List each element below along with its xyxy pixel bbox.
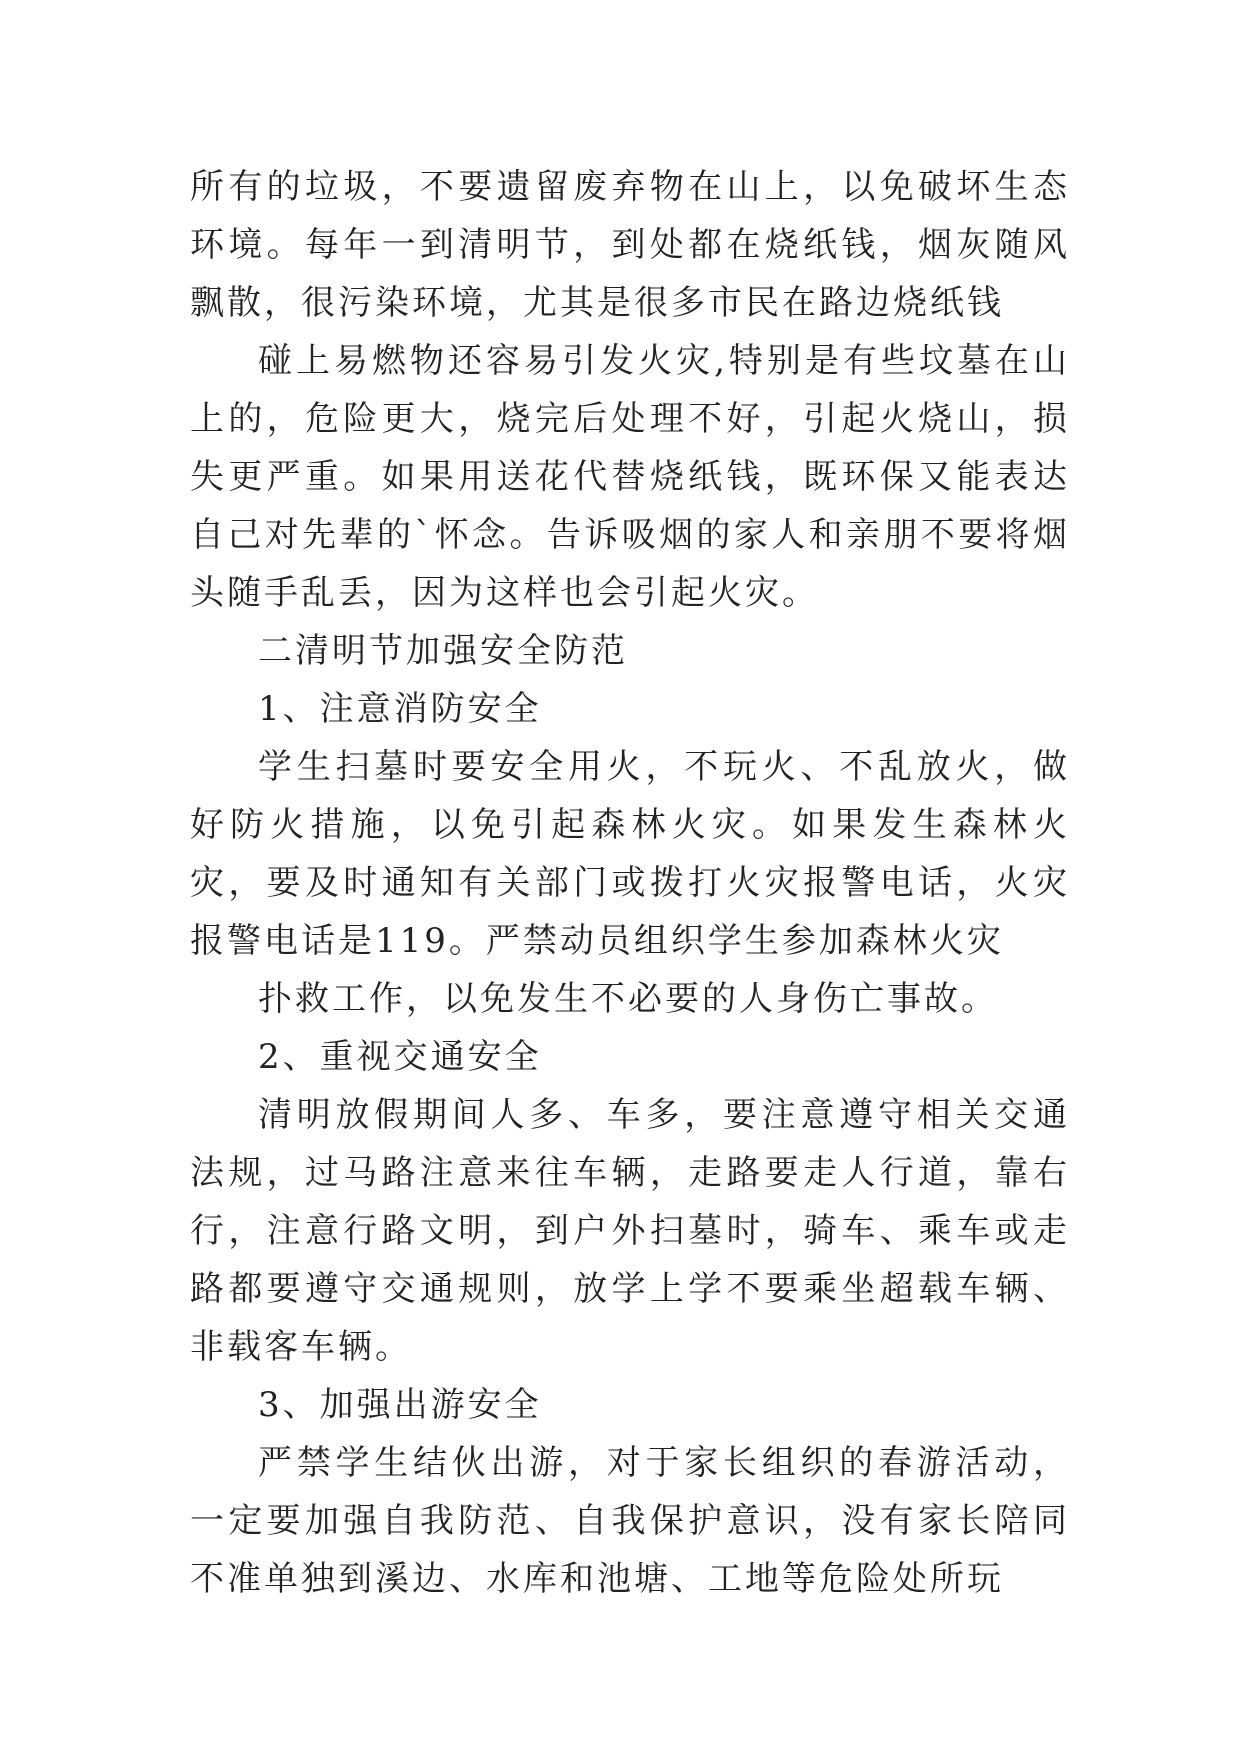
paragraph-fire-safety-cont: 扑救工作，以免发生不必要的人身伤亡事故。	[258, 979, 998, 1019]
paragraph-2: 碰上易燃物还容易引发火灾,特别是有些坟墓在山上的，危险更大，烧完后处理不好，引起火烧山，损失更严重。如果用送花代替烧纸钱，既环保又能表达自己对先辈的`怀念。告诉吸烟的家人和亲朋不要将烟头随手乱丢，因为这样也会引起火灾。	[190, 341, 1070, 613]
subheading-traffic-safety: 2、重视交通安全	[258, 1037, 542, 1077]
section-heading-2: 二清明节加强安全防范	[258, 631, 628, 671]
paragraph-1: 所有的垃圾，不要遗留废弃物在山上，以免破坏生态环境。每年一到清明节，到处都在烧纸钱，烟灰随风飘散，很污染环境，尤其是很多市民在路边烧纸钱	[190, 167, 1070, 323]
paragraph-fire-safety: 学生扫墓时要安全用火，不玩火、不乱放火，做好防火措施，以免引起森林火灾。如果发生森林火灾，要及时通知有关部门或拨打火灾报警电话，火灾报警电话是119。严禁动员组织学生参加森林火灾	[190, 747, 1070, 961]
subheading-travel-safety: 3、加强出游安全	[258, 1385, 542, 1425]
paragraph-traffic-safety: 清明放假期间人多、车多，要注意遵守相关交通法规，过马路注意来往车辆，走路要走人行道，靠右行，注意行路文明，到户外扫墓时，骑车、乘车或走路都要遵守交通规则，放学上学不要乘坐超载车辆、非载客车辆。	[190, 1095, 1070, 1367]
document-body	[190, 158, 1070, 1608]
subheading-fire-safety: 1、注意消防安全	[258, 689, 542, 729]
paragraph-travel-safety: 严禁学生结伙出游，对于家长组织的春游活动，一定要加强自我防范、自我保护意识，没有家长陪同不准单独到溪边、水库和池塘、工地等危险处所玩	[190, 1443, 1070, 1599]
